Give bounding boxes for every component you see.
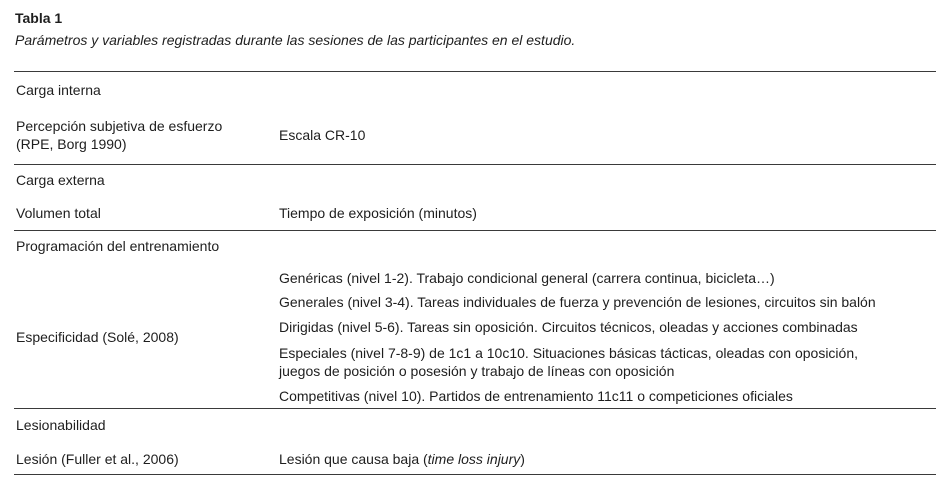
rpe-value: Escala CR-10 [279, 127, 366, 143]
top-rule [14, 71, 936, 72]
divider-rule-2 [14, 230, 936, 231]
table-title: Tabla 1 [15, 10, 63, 26]
rpe-label-line1: Percepción subjetiva de esfuerzo [16, 118, 223, 134]
lesion-value-italic: time loss injury [427, 451, 521, 467]
level-generales: Generales (nivel 3-4). Tareas individuales de fuerza y prevención de lesiones, circuitos sin balón [279, 294, 876, 310]
section-heading-carga-externa: Carga externa [16, 172, 105, 188]
lesion-value-suffix: ) [520, 451, 525, 467]
volumen-value: Tiempo de exposición (minutos) [279, 205, 477, 221]
divider-rule-3 [14, 408, 936, 409]
lesion-label: Lesión (Fuller et al., 2006) [16, 451, 179, 467]
section-heading-programacion: Programación del entrenamiento [16, 238, 220, 254]
bottom-rule [14, 474, 936, 475]
level-dirigidas: Dirigidas (nivel 5-6). Tareas sin oposición. Circuitos técnicos, oleadas y acciones combinadas [279, 319, 858, 335]
level-genericas: Genéricas (nivel 1-2). Trabajo condicional general (carrera continua, bicicleta…) [279, 270, 775, 286]
volumen-label: Volumen total [16, 205, 101, 221]
divider-rule-1 [14, 164, 936, 165]
level-especiales-line2: juegos de posición o posesión y trabajo de líneas con oposición [279, 363, 675, 379]
table-subtitle: Parámetros y variables registradas durante las sesiones de las participantes en el estudio. [15, 32, 576, 48]
section-heading-lesionabilidad: Lesionabilidad [16, 417, 106, 433]
rpe-label-line2: (RPE, Borg 1990) [16, 136, 127, 152]
lesion-value-prefix: Lesión que causa baja ( [279, 451, 428, 467]
level-especiales-line1: Especiales (nivel 7-8-9) de 1c1 a 10c10. Situaciones básicas tácticas, oleadas con oposición, [279, 345, 858, 361]
especificidad-label: Especificidad (Solé, 2008) [16, 329, 179, 345]
lesion-value [279, 450, 525, 468]
section-heading-carga-interna: Carga interna [16, 82, 101, 98]
level-competitivas: Competitivas (nivel 10). Partidos de entrenamiento 11c11 o competiciones oficiales [279, 388, 793, 404]
